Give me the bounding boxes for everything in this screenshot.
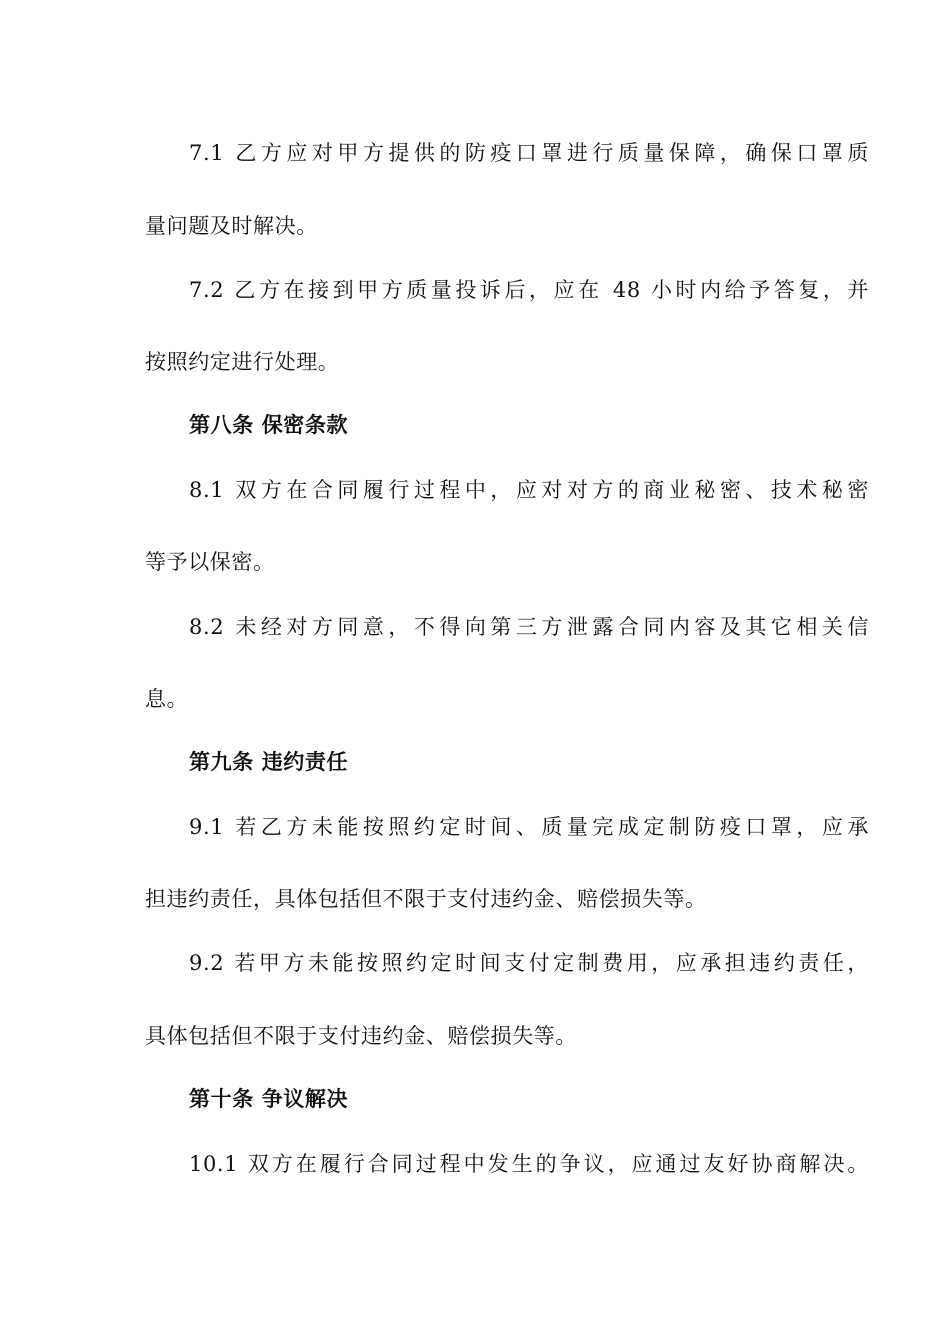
clause-9-1-line-2: 担违约责任，具体包括但不限于支付违约金、赔偿损失等。 — [145, 887, 707, 911]
clause-8-1-line-2: 等予以保密。 — [145, 550, 275, 574]
article-9-heading: 第九条 违约责任 — [189, 749, 349, 774]
clause-7-2-line-2: 按照约定进行处理。 — [145, 350, 340, 374]
article-8-heading: 第八条 保密条款 — [189, 412, 349, 437]
clause-8-2-line-1: 8.2 未经对方同意，不得向第三方泄露合同内容及其它相关信 — [189, 615, 869, 639]
clause-7-1-line-1: 7.1 乙方应对甲方提供的防疫口罩进行质量保障，确保口罩质 — [189, 141, 869, 165]
clause-7-2-line-1: 7.2 乙方在接到甲方质量投诉后，应在 48 小时内给予答复，并 — [189, 278, 869, 302]
clause-9-2-line-2: 具体包括但不限于支付违约金、赔偿损失等。 — [145, 1024, 577, 1048]
clause-8-1-line-1: 8.1 双方在合同履行过程中，应对对方的商业秘密、技术秘密 — [189, 478, 869, 502]
clause-7-1-line-2: 量问题及时解决。 — [145, 214, 318, 238]
article-10-heading: 第十条 争议解决 — [189, 1086, 349, 1111]
clause-10-1-line-1: 10.1 双方在履行合同过程中发生的争议，应通过友好协商解决。 — [189, 1152, 869, 1176]
clause-9-1-line-1: 9.1 若乙方未能按照约定时间、质量完成定制防疫口罩，应承 — [189, 815, 869, 839]
clause-8-2-line-2: 息。 — [145, 687, 189, 711]
clause-9-2-line-1: 9.2 若甲方未能按照约定时间支付定制费用，应承担违约责任， — [189, 951, 869, 975]
